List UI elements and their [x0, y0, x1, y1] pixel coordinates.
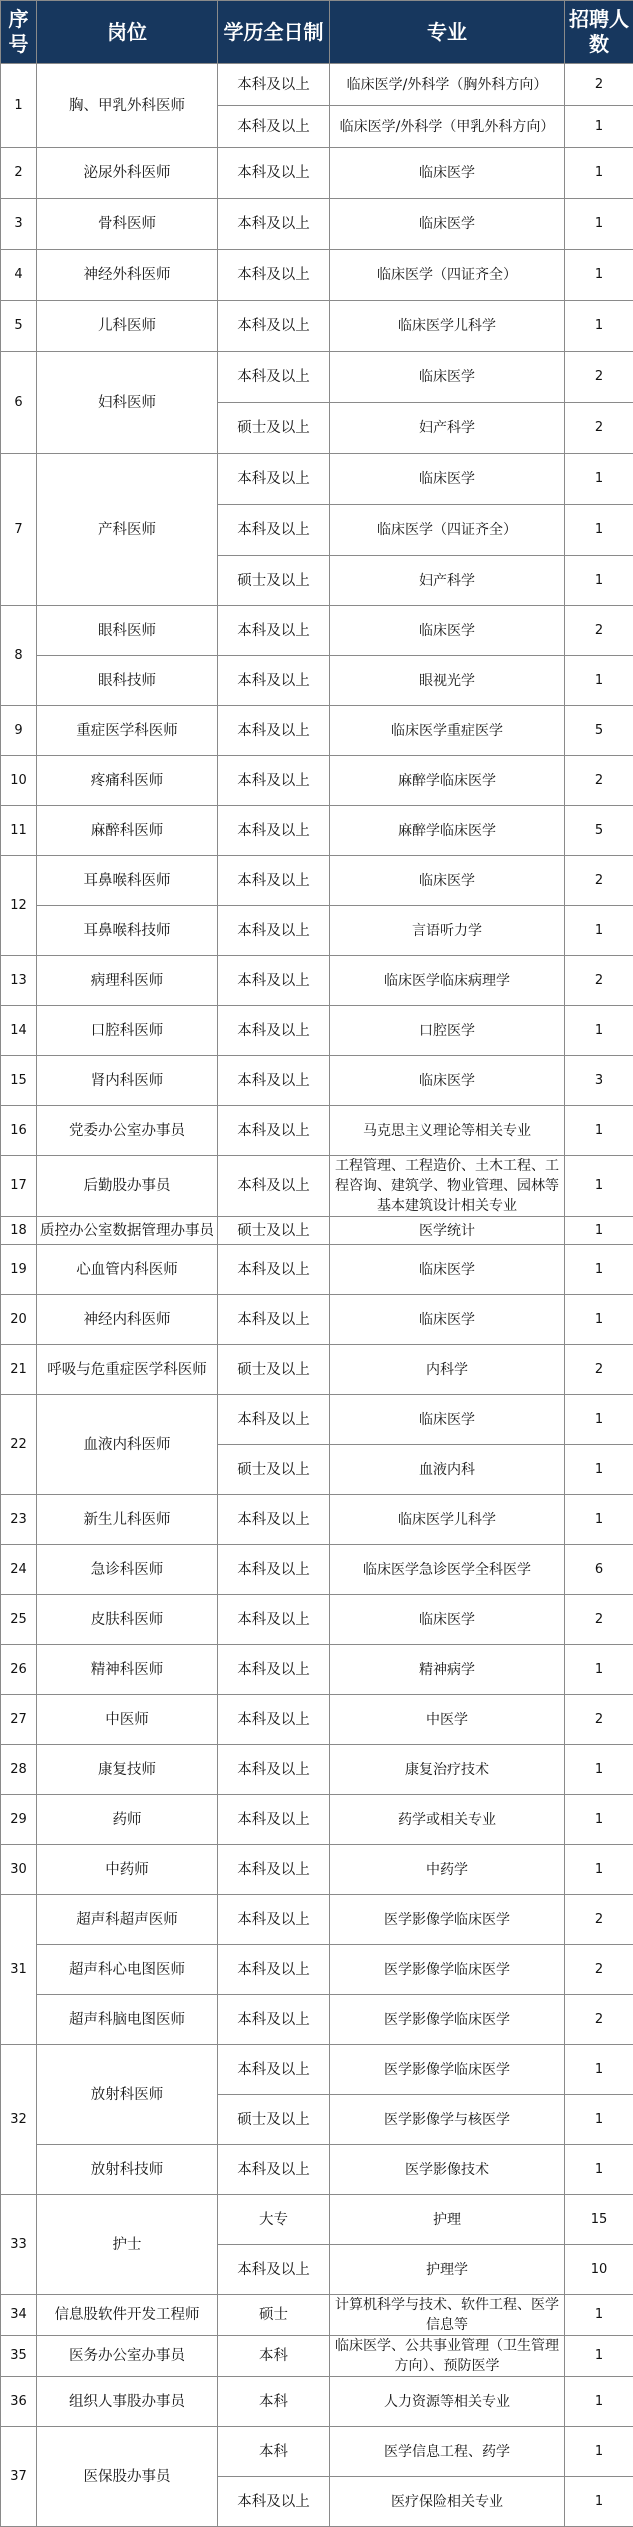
cell-education: 本科及以上 — [218, 1645, 330, 1695]
cell-major: 临床医学 — [330, 352, 565, 403]
cell-serial-no: 9 — [1, 706, 37, 756]
cell-education: 本科及以上 — [218, 856, 330, 906]
cell-major: 口腔医学 — [330, 1006, 565, 1056]
cell-count: 1 — [565, 1645, 633, 1695]
table-row — [1, 1006, 633, 1056]
cell-education: 本科及以上 — [218, 2045, 330, 2095]
cell-major: 人力资源等相关专业 — [330, 2377, 565, 2427]
cell-serial-no: 33 — [1, 2195, 37, 2295]
cell-major: 护理学 — [330, 2245, 565, 2295]
cell-position: 眼科技师 — [37, 656, 218, 706]
cell-education: 本科及以上 — [218, 505, 330, 556]
cell-major: 医学统计 — [330, 1217, 565, 1245]
cell-major: 临床医学 — [330, 1395, 565, 1445]
cell-major: 临床医学 — [330, 148, 565, 199]
cell-position: 放射科技师 — [37, 2145, 218, 2195]
cell-education: 本科及以上 — [218, 756, 330, 806]
cell-education: 本科及以上 — [218, 606, 330, 656]
cell-count: 1 — [565, 2427, 633, 2477]
cell-education: 本科及以上 — [218, 1495, 330, 1545]
cell-count: 2 — [565, 856, 633, 906]
cell-major: 临床医学 — [330, 1056, 565, 1106]
cell-position: 口腔科医师 — [37, 1006, 218, 1056]
cell-position: 后勤股办事员 — [37, 1156, 218, 1217]
cell-count: 2 — [565, 606, 633, 656]
cell-education: 本科及以上 — [218, 706, 330, 756]
table-row — [1, 301, 633, 352]
cell-education: 硕士及以上 — [218, 556, 330, 606]
cell-major: 医疗保险相关专业 — [330, 2477, 565, 2527]
cell-education: 本科及以上 — [218, 1695, 330, 1745]
cell-count: 2 — [565, 1345, 633, 1395]
cell-serial-no: 6 — [1, 352, 37, 454]
cell-major: 临床医学急诊医学全科医学 — [330, 1545, 565, 1595]
table-row — [1, 1106, 633, 1156]
cell-education: 硕士及以上 — [218, 1445, 330, 1495]
cell-count: 1 — [565, 2045, 633, 2095]
table-row — [1, 352, 633, 403]
cell-position: 神经内科医师 — [37, 1295, 218, 1345]
table-row — [1, 2045, 633, 2095]
cell-serial-no: 13 — [1, 956, 37, 1006]
table-row — [1, 2195, 633, 2245]
cell-count: 5 — [565, 806, 633, 856]
cell-education: 硕士 — [218, 2295, 330, 2336]
cell-count: 1 — [565, 1745, 633, 1795]
cell-position: 皮肤科医师 — [37, 1595, 218, 1645]
cell-count: 1 — [565, 1106, 633, 1156]
table-row — [1, 1156, 633, 1217]
cell-count: 1 — [565, 2336, 633, 2377]
cell-major: 麻醉学临床医学 — [330, 756, 565, 806]
cell-serial-no: 31 — [1, 1895, 37, 2045]
cell-count: 1 — [565, 2477, 633, 2527]
cell-position: 妇科医师 — [37, 352, 218, 454]
cell-major: 临床医学临床病理学 — [330, 956, 565, 1006]
cell-serial-no: 28 — [1, 1745, 37, 1795]
cell-education: 本科及以上 — [218, 1245, 330, 1295]
cell-major: 药学或相关专业 — [330, 1795, 565, 1845]
cell-major: 医学影像学临床医学 — [330, 2045, 565, 2095]
table-row — [1, 250, 633, 301]
table-row — [1, 1995, 633, 2045]
cell-major: 临床医学/外科学（胸外科方向） — [330, 64, 565, 106]
cell-position: 眼科医师 — [37, 606, 218, 656]
table-body — [1, 64, 633, 2527]
cell-serial-no: 17 — [1, 1156, 37, 1217]
cell-education: 本科及以上 — [218, 2245, 330, 2295]
cell-serial-no: 16 — [1, 1106, 37, 1156]
cell-position: 泌尿外科医师 — [37, 148, 218, 199]
cell-education: 本科及以上 — [218, 352, 330, 403]
table-row — [1, 1645, 633, 1695]
cell-count: 2 — [565, 1945, 633, 1995]
cell-count: 1 — [565, 1295, 633, 1345]
table-row — [1, 199, 633, 250]
cell-serial-no: 30 — [1, 1845, 37, 1895]
table-row — [1, 1595, 633, 1645]
table-row — [1, 1895, 633, 1945]
cell-major: 计算机科学与技术、软件工程、医学信息等 — [330, 2295, 565, 2336]
header-major: 专业 — [330, 1, 565, 64]
cell-major: 临床医学/外科学（甲乳外科方向） — [330, 106, 565, 148]
table-row — [1, 856, 633, 906]
cell-count: 1 — [565, 2377, 633, 2427]
table-row — [1, 1295, 633, 1345]
cell-major: 妇产科学 — [330, 403, 565, 454]
cell-count: 1 — [565, 1395, 633, 1445]
cell-position: 产科医师 — [37, 454, 218, 606]
table-row — [1, 1845, 633, 1895]
table-row — [1, 454, 633, 505]
cell-serial-no: 24 — [1, 1545, 37, 1595]
table-row — [1, 1795, 633, 1845]
cell-count: 2 — [565, 956, 633, 1006]
cell-major: 精神病学 — [330, 1645, 565, 1695]
cell-major: 临床医学 — [330, 199, 565, 250]
cell-count: 6 — [565, 1545, 633, 1595]
cell-count: 1 — [565, 1156, 633, 1217]
cell-major: 护理 — [330, 2195, 565, 2245]
table-row — [1, 806, 633, 856]
cell-education: 本科及以上 — [218, 1545, 330, 1595]
cell-education: 本科及以上 — [218, 1845, 330, 1895]
cell-education: 本科及以上 — [218, 199, 330, 250]
cell-serial-no: 20 — [1, 1295, 37, 1345]
cell-major: 临床医学 — [330, 454, 565, 505]
cell-education: 本科及以上 — [218, 64, 330, 106]
cell-count: 5 — [565, 706, 633, 756]
cell-count: 1 — [565, 1845, 633, 1895]
cell-education: 本科及以上 — [218, 1295, 330, 1345]
cell-count: 2 — [565, 1695, 633, 1745]
cell-position: 医务办公室办事员 — [37, 2336, 218, 2377]
cell-count: 1 — [565, 556, 633, 606]
cell-education: 本科及以上 — [218, 1006, 330, 1056]
cell-position: 急诊科医师 — [37, 1545, 218, 1595]
cell-major: 中医学 — [330, 1695, 565, 1745]
cell-count: 2 — [565, 756, 633, 806]
cell-serial-no: 35 — [1, 2336, 37, 2377]
cell-education: 硕士及以上 — [218, 2095, 330, 2145]
cell-education: 本科及以上 — [218, 956, 330, 1006]
cell-serial-no: 8 — [1, 606, 37, 706]
cell-education: 本科及以上 — [218, 1945, 330, 1995]
cell-major: 医学影像学临床医学 — [330, 1895, 565, 1945]
table-row — [1, 148, 633, 199]
cell-major: 临床医学 — [330, 1295, 565, 1345]
cell-serial-no: 37 — [1, 2427, 37, 2527]
cell-education: 本科及以上 — [218, 806, 330, 856]
table-row — [1, 706, 633, 756]
cell-serial-no: 23 — [1, 1495, 37, 1545]
table-row — [1, 1395, 633, 1445]
table-row — [1, 1945, 633, 1995]
table-row — [1, 1245, 633, 1295]
cell-position: 血液内科医师 — [37, 1395, 218, 1495]
cell-serial-no: 7 — [1, 454, 37, 606]
cell-count: 1 — [565, 1245, 633, 1295]
cell-count: 2 — [565, 1995, 633, 2045]
cell-count: 1 — [565, 1006, 633, 1056]
cell-position: 医保股办事员 — [37, 2427, 218, 2527]
cell-position: 放射科医师 — [37, 2045, 218, 2145]
cell-major: 妇产科学 — [330, 556, 565, 606]
cell-education: 硕士及以上 — [218, 1217, 330, 1245]
table-row — [1, 756, 633, 806]
cell-serial-no: 4 — [1, 250, 37, 301]
cell-major: 康复治疗技术 — [330, 1745, 565, 1795]
cell-count: 1 — [565, 906, 633, 956]
cell-serial-no: 34 — [1, 2295, 37, 2336]
cell-count: 1 — [565, 454, 633, 505]
cell-education: 本科及以上 — [218, 1795, 330, 1845]
cell-position: 新生儿科医师 — [37, 1495, 218, 1545]
header-count: 招聘人数 — [565, 1, 633, 64]
cell-count: 1 — [565, 1795, 633, 1845]
cell-serial-no: 10 — [1, 756, 37, 806]
header-row — [1, 1, 633, 64]
table-row — [1, 956, 633, 1006]
table-row — [1, 1745, 633, 1795]
cell-education: 本科及以上 — [218, 906, 330, 956]
cell-education: 本科及以上 — [218, 301, 330, 352]
cell-position: 耳鼻喉科技师 — [37, 906, 218, 956]
cell-count: 1 — [565, 656, 633, 706]
cell-serial-no: 32 — [1, 2045, 37, 2195]
cell-position: 中药师 — [37, 1845, 218, 1895]
cell-serial-no: 21 — [1, 1345, 37, 1395]
cell-major: 临床医学 — [330, 1595, 565, 1645]
cell-education: 大专 — [218, 2195, 330, 2245]
cell-position: 组织人事股办事员 — [37, 2377, 218, 2427]
cell-position: 精神科医师 — [37, 1645, 218, 1695]
cell-education: 本科 — [218, 2336, 330, 2377]
cell-position: 心血管内科医师 — [37, 1245, 218, 1295]
table-row — [1, 2145, 633, 2195]
cell-education: 本科及以上 — [218, 656, 330, 706]
cell-count: 1 — [565, 1495, 633, 1545]
cell-major: 临床医学儿科学 — [330, 301, 565, 352]
cell-education: 本科及以上 — [218, 1056, 330, 1106]
cell-serial-no: 5 — [1, 301, 37, 352]
cell-major: 临床医学（四证齐全） — [330, 505, 565, 556]
cell-major: 临床医学 — [330, 606, 565, 656]
cell-education: 本科及以上 — [218, 1395, 330, 1445]
cell-count: 15 — [565, 2195, 633, 2245]
cell-position: 质控办公室数据管理办事员 — [37, 1217, 218, 1245]
cell-major: 眼视光学 — [330, 656, 565, 706]
table-row — [1, 1695, 633, 1745]
cell-count: 1 — [565, 2095, 633, 2145]
cell-education: 本科及以上 — [218, 106, 330, 148]
table-row — [1, 64, 633, 106]
table-row — [1, 606, 633, 656]
cell-serial-no: 1 — [1, 64, 37, 148]
cell-position: 超声科心电图医师 — [37, 1945, 218, 1995]
cell-major: 血液内科 — [330, 1445, 565, 1495]
cell-major: 临床医学、公共事业管理（卫生管理方向）、预防医学 — [330, 2336, 565, 2377]
cell-serial-no: 15 — [1, 1056, 37, 1106]
cell-education: 本科及以上 — [218, 1745, 330, 1795]
cell-count: 1 — [565, 1445, 633, 1495]
cell-position: 疼痛科医师 — [37, 756, 218, 806]
cell-education: 本科及以上 — [218, 1995, 330, 2045]
cell-count: 1 — [565, 106, 633, 148]
cell-count: 2 — [565, 1595, 633, 1645]
cell-position: 党委办公室办事员 — [37, 1106, 218, 1156]
cell-count: 1 — [565, 148, 633, 199]
header-education: 学历全日制 — [218, 1, 330, 64]
cell-position: 药师 — [37, 1795, 218, 1845]
cell-major: 临床医学 — [330, 1245, 565, 1295]
table-row — [1, 1495, 633, 1545]
cell-position: 耳鼻喉科医师 — [37, 856, 218, 906]
cell-serial-no: 29 — [1, 1795, 37, 1845]
cell-serial-no: 19 — [1, 1245, 37, 1295]
cell-position: 呼吸与危重症医学科医师 — [37, 1345, 218, 1395]
cell-education: 本科及以上 — [218, 2145, 330, 2195]
cell-position: 骨科医师 — [37, 199, 218, 250]
table-row — [1, 1056, 633, 1106]
cell-count: 3 — [565, 1056, 633, 1106]
cell-position: 超声科超声医师 — [37, 1895, 218, 1945]
header-no: 序号 — [1, 1, 37, 64]
cell-education: 本科及以上 — [218, 250, 330, 301]
cell-education: 本科及以上 — [218, 454, 330, 505]
cell-major: 工程管理、工程造价、土木工程、工程咨询、建筑学、物业管理、园林等基本建筑设计相关专业 — [330, 1156, 565, 1217]
cell-serial-no: 18 — [1, 1217, 37, 1245]
cell-serial-no: 2 — [1, 148, 37, 199]
cell-position: 重症医学科医师 — [37, 706, 218, 756]
cell-major: 临床医学（四证齐全） — [330, 250, 565, 301]
cell-education: 本科及以上 — [218, 1106, 330, 1156]
cell-major: 内科学 — [330, 1345, 565, 1395]
cell-count: 1 — [565, 250, 633, 301]
cell-serial-no: 26 — [1, 1645, 37, 1695]
table-row — [1, 2377, 633, 2427]
cell-major: 临床医学 — [330, 856, 565, 906]
table-row — [1, 906, 633, 956]
cell-education: 本科及以上 — [218, 2477, 330, 2527]
cell-count: 2 — [565, 64, 633, 106]
cell-position: 超声科脑电图医师 — [37, 1995, 218, 2045]
table-row — [1, 1345, 633, 1395]
cell-education: 硕士及以上 — [218, 1345, 330, 1395]
cell-count: 1 — [565, 301, 633, 352]
cell-serial-no: 12 — [1, 856, 37, 956]
cell-serial-no: 11 — [1, 806, 37, 856]
cell-count: 2 — [565, 403, 633, 454]
table-row — [1, 1217, 633, 1245]
header-position: 岗位 — [37, 1, 218, 64]
cell-major: 麻醉学临床医学 — [330, 806, 565, 856]
table-row — [1, 2295, 633, 2336]
cell-position: 护士 — [37, 2195, 218, 2295]
cell-position: 儿科医师 — [37, 301, 218, 352]
cell-major: 医学影像学临床医学 — [330, 1995, 565, 2045]
cell-count: 1 — [565, 1217, 633, 1245]
cell-education: 硕士及以上 — [218, 403, 330, 454]
cell-count: 10 — [565, 2245, 633, 2295]
cell-serial-no: 36 — [1, 2377, 37, 2427]
cell-serial-no: 25 — [1, 1595, 37, 1645]
cell-count: 1 — [565, 505, 633, 556]
cell-major: 医学影像学与核医学 — [330, 2095, 565, 2145]
cell-count: 1 — [565, 2145, 633, 2195]
cell-major: 马克思主义理论等相关专业 — [330, 1106, 565, 1156]
cell-position: 病理科医师 — [37, 956, 218, 1006]
cell-education: 本科及以上 — [218, 1895, 330, 1945]
cell-major: 医学信息工程、药学 — [330, 2427, 565, 2477]
cell-major: 医学影像学临床医学 — [330, 1945, 565, 1995]
cell-education: 本科 — [218, 2427, 330, 2477]
cell-serial-no: 14 — [1, 1006, 37, 1056]
cell-education: 本科 — [218, 2377, 330, 2427]
table-row — [1, 1545, 633, 1595]
cell-count: 2 — [565, 352, 633, 403]
cell-education: 本科及以上 — [218, 1595, 330, 1645]
cell-position: 信息股软件开发工程师 — [37, 2295, 218, 2336]
cell-education: 本科及以上 — [218, 1156, 330, 1217]
cell-position: 麻醉科医师 — [37, 806, 218, 856]
cell-count: 1 — [565, 2295, 633, 2336]
cell-count: 1 — [565, 199, 633, 250]
table-row — [1, 2427, 633, 2477]
cell-education: 本科及以上 — [218, 148, 330, 199]
cell-major: 医学影像技术 — [330, 2145, 565, 2195]
cell-major: 临床医学儿科学 — [330, 1495, 565, 1545]
table-row — [1, 656, 633, 706]
cell-position: 康复技师 — [37, 1745, 218, 1795]
cell-position: 肾内科医师 — [37, 1056, 218, 1106]
cell-serial-no: 3 — [1, 199, 37, 250]
cell-count: 2 — [565, 1895, 633, 1945]
table-row — [1, 2336, 633, 2377]
cell-position: 神经外科医师 — [37, 250, 218, 301]
cell-major: 中药学 — [330, 1845, 565, 1895]
cell-position: 胸、甲乳外科医师 — [37, 64, 218, 148]
cell-serial-no: 22 — [1, 1395, 37, 1495]
cell-position: 中医师 — [37, 1695, 218, 1745]
cell-serial-no: 27 — [1, 1695, 37, 1745]
cell-major: 临床医学重症医学 — [330, 706, 565, 756]
cell-major: 言语听力学 — [330, 906, 565, 956]
